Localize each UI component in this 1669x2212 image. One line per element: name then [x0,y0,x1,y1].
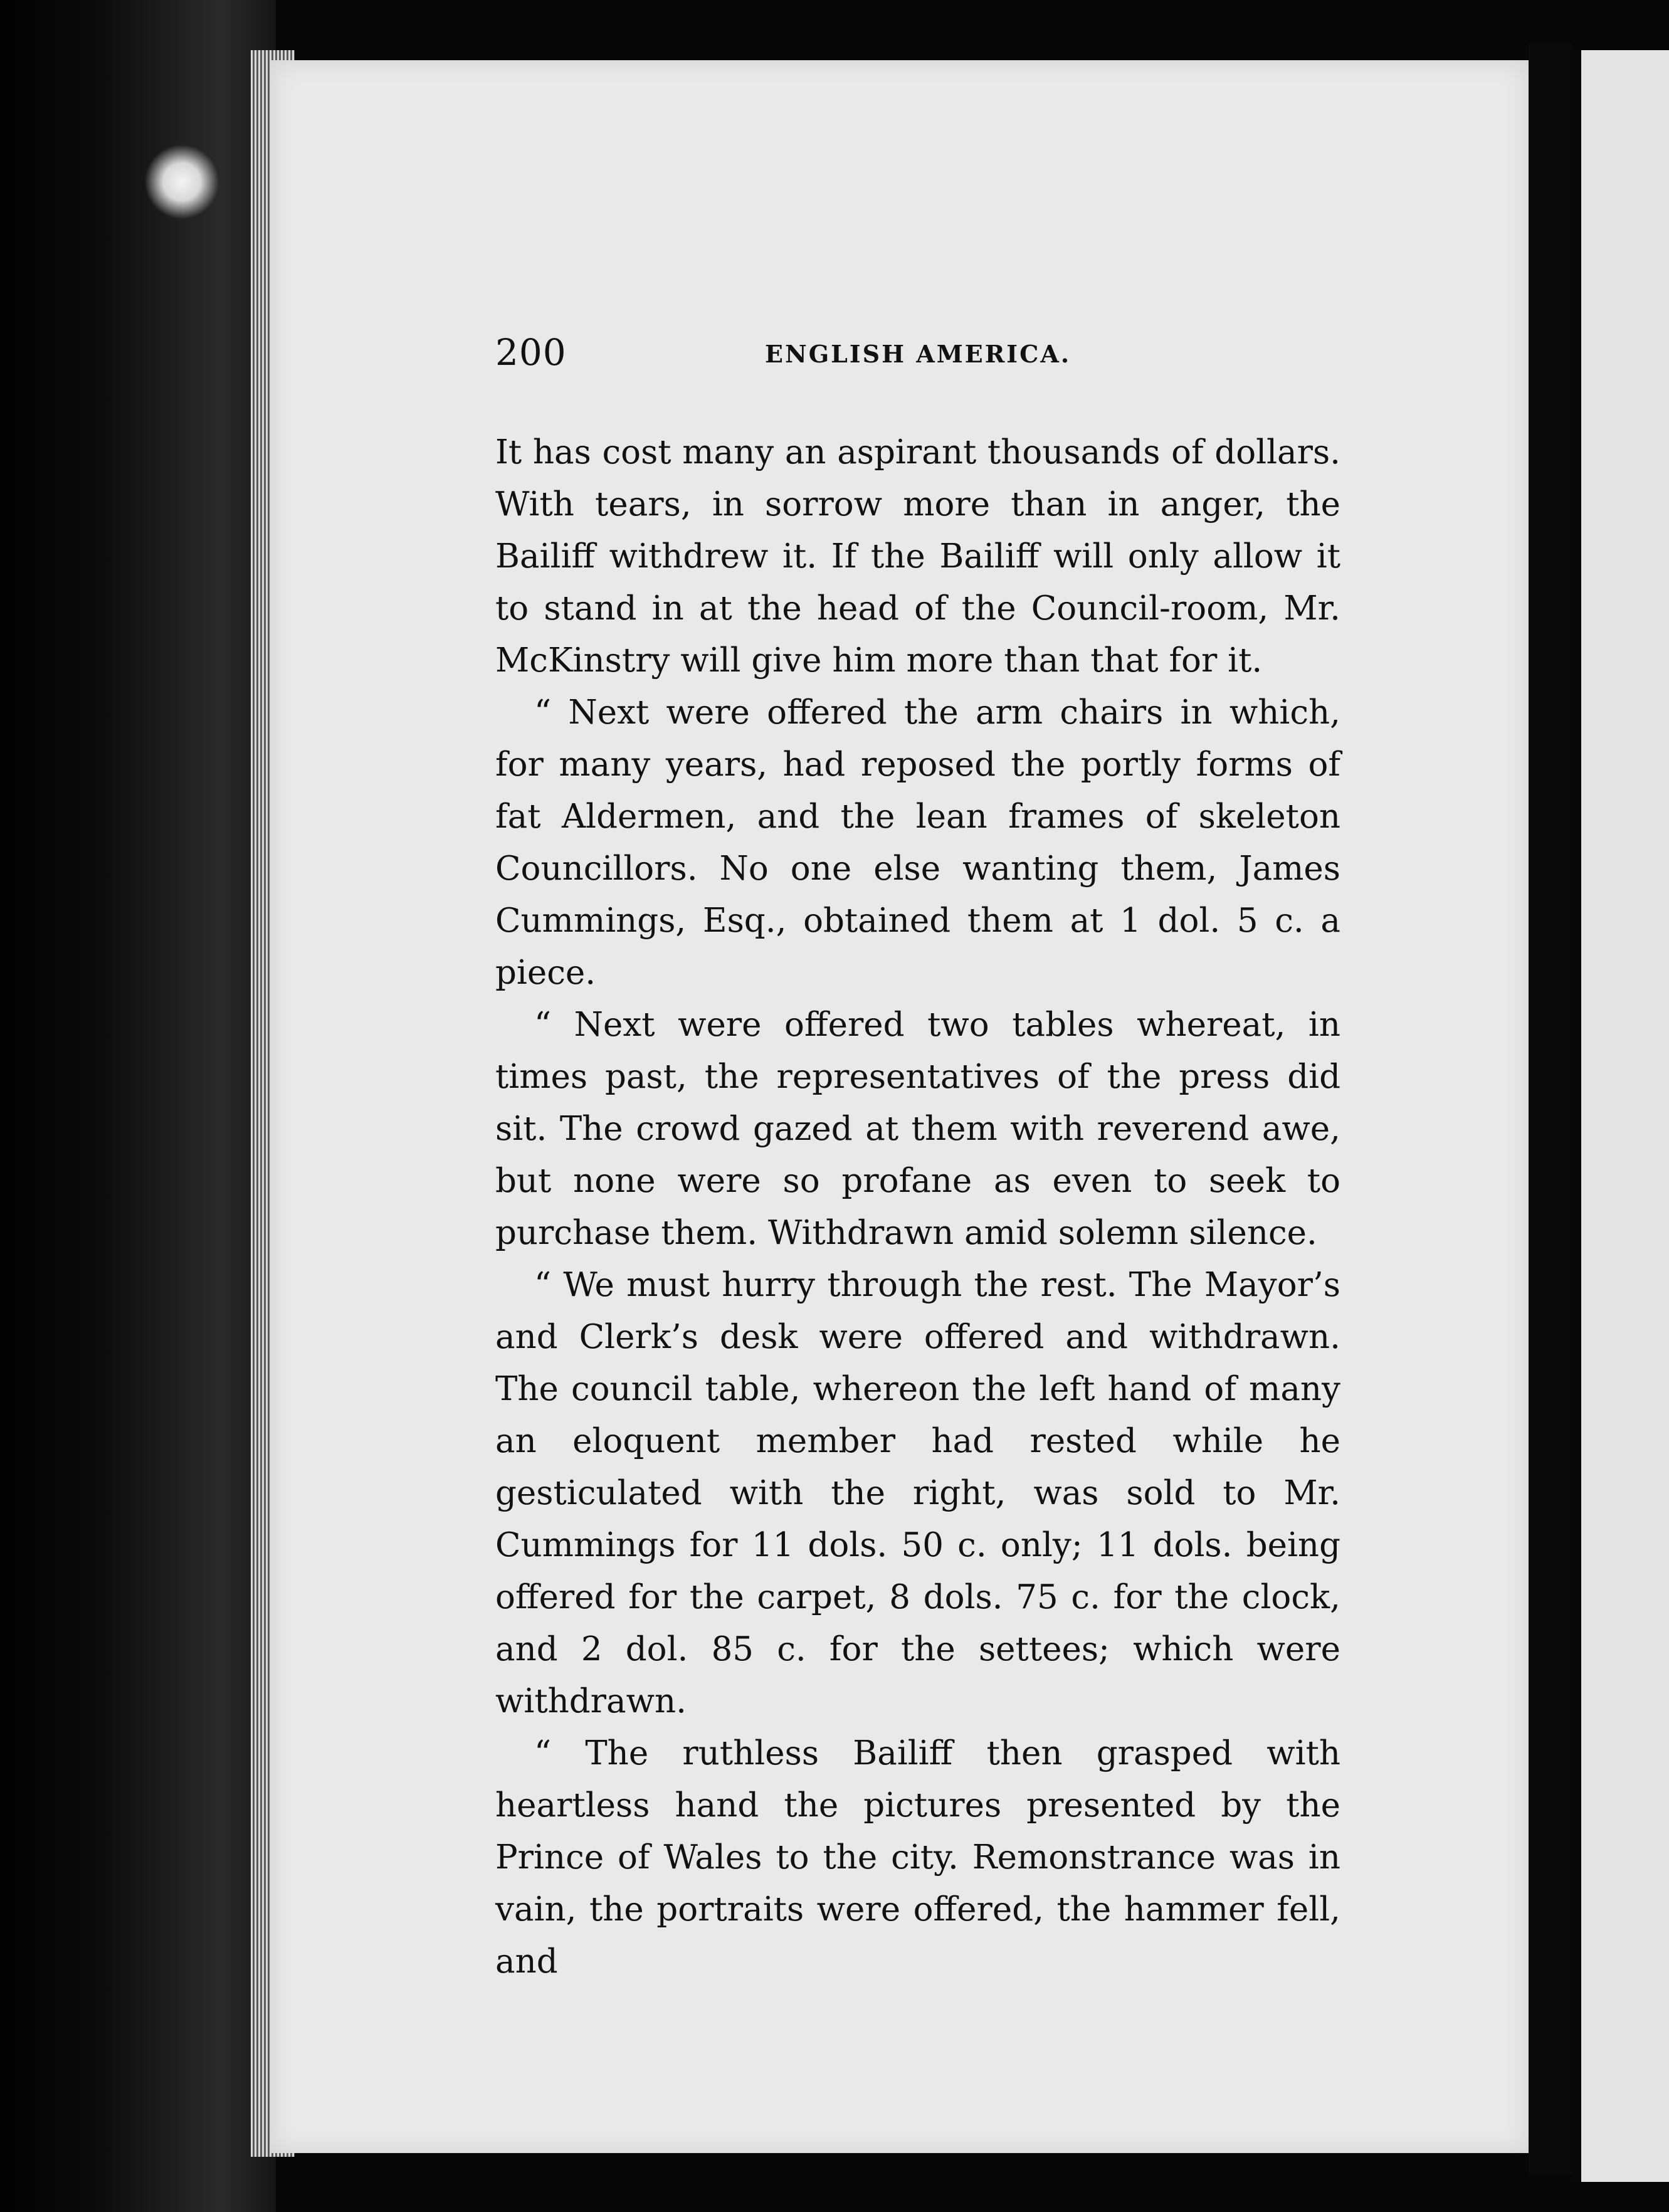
paragraph: “ The ruthless Bailiff then grasped with heartless hand the pictures presented by the Prince of Wales to the city. Remonstrance was in vain, the portraits were offered, the hammer fell, and [495,1734,1340,1981]
page-header [495,331,1310,381]
paragraph: “ Next were offered the arm chairs in which, for many years, had reposed the portly forms of fat Aldermen, and the lean frames of skeleton Councillors. No one else wanting them, James Cummings, Esq., obtained them at 1 dol. 5 c. a piece. [495,693,1340,992]
running-head: ENGLISH AMERICA. [765,340,1071,368]
page-gutter [1529,44,1572,2176]
body-text [495,426,1340,1988]
facing-page-edge [1572,50,1669,2182]
scan-artifact [144,144,219,219]
book-spine [0,0,276,2212]
paragraph: “ Next were offered two tables whereat, in times past, the representatives of the press did sit. The crowd gazed at them with reverend awe, but none were so profane as even to seek to purchase them. Withdrawn amid solemn silence. [495,1006,1340,1252]
paragraph: “ We must hurry through the rest. The Mayor’s and Clerk’s desk were offered and withdrawn. The council table, whereon the left hand of many an eloquent member had rested while he gesticulated with the right, was sold to Mr. Cummings for 11 dols. 50 c. only; 11 dols. being offered for the carpet, 8 dols. 75 c. for the clock, and 2 dol. 85 c. for the settees; which were withdrawn. [495,1266,1340,1720]
paragraph: It has cost many an aspirant thousands of dollars. With tears, in sorrow more than in anger, the Bailiff withdrew it. If the Bailiff will only allow it to stand in at the head of the Council-room, Mr. McKinstry will give him more than that for it. [495,433,1340,680]
page-number: 200 [495,331,567,374]
